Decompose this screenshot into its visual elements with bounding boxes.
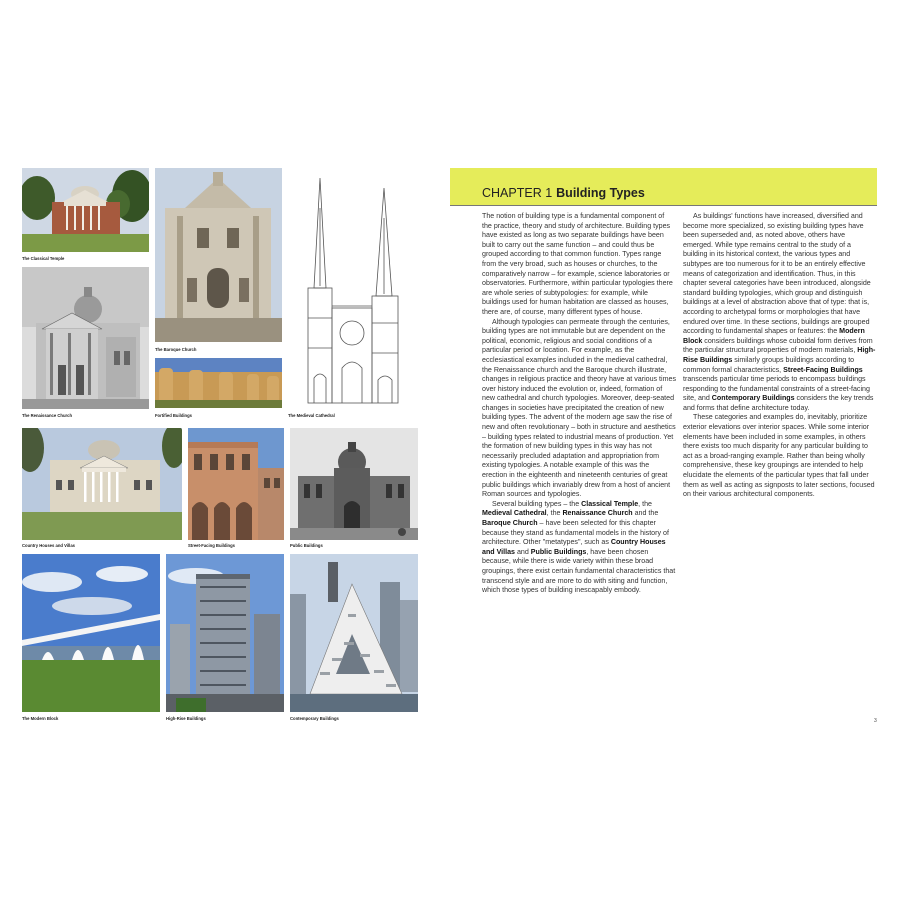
photo-public-buildings (290, 428, 418, 540)
photo-high-rise (166, 554, 284, 712)
caption-public-buildings: Public Buildings (290, 543, 323, 548)
photo-renaissance-church (22, 267, 149, 409)
chapter-title: Building Types (556, 186, 645, 200)
photo-classical-temple (22, 168, 149, 252)
photo-medieval-cathedral (288, 168, 418, 408)
caption-classical-temple: The Classical Temple (22, 256, 65, 261)
paragraph: Although typologies can permeate through the centuries, building types are not immutable but are dependent on the political, economic, religious and social conditions of a particular period or location. For example, as the ecclesiastical examples included in the medieval cathedral, the Renaissance church and the Baroque church illustrate, changes in religious practice and theory have at various times over history induced the evolution or, indeed, formation of new cathedral and church typologies. Moreover, deep-seated changes in societies have precipitated the creation of new building types. The advent of the modern age saw the rise of new and often revolutionary – both in structure and aesthetics – building types related to industrial means of production. Yet the formation of new building types in this way has not necessarily precluded adaptation and appropriation from existing typologies. A notable example of this was the erection in the eighteenth and nineteenth centuries of great public buildings which invariably drew from a host of ancient Roman sources and typologies. (482, 317, 677, 499)
photo-contemporary (290, 554, 418, 712)
banner-rule (450, 205, 877, 206)
photo-modern-block (22, 554, 160, 712)
chapter-heading (482, 186, 645, 200)
text-column-2 (683, 212, 877, 500)
caption-baroque-church: The Baroque Church (155, 347, 197, 352)
paragraph: Several building types – the Classical Temple, the Medieval Cathedral, the Renaissance Church and the Baroque Church – have been selected for this chapter because they stand as fundamental models in the history of architecture. Other "metatypes", such as Country Houses and Villas and Public Buildings, have been chosen because, while there is wide variety within these broad groupings, there exist certain fundamental characteristics that transcend style and are more to do with siting and function, which those types of building inescapably embody. (482, 499, 676, 595)
text-column-1 (482, 212, 676, 596)
caption-country-houses: Country Houses and Villas (22, 543, 75, 548)
caption-fortified-buildings: Fortified Buildings (155, 413, 192, 418)
caption-street-facing: Street-Facing Buildings (188, 543, 235, 548)
paragraph: As buildings' functions have increased, diversified and become more specialized, so existing building types have been superseded and, as noted above, others have emerged. While type remains central to the study of a building in its historical context, the various types and subtypes are too numerous for it to be an entirely effective means of categorization and identification. Thus, in this chapter several categories have been introduced, alongside standard building typologies, which group and distinguish buildings at a level of abstraction above that of type: that is, according to archetypal forms or morphologies that have endured over time. In these sections, buildings are grouped according to fundamental shapes or features: the Modern Block considers buildings whose cuboidal form derives from the particular structural properties of modern materials, High-Rise Buildings similarly groups buildings according to common formal characteristics, Street-Facing Buildings transcends particular time periods to encompass buildings responding to the fundamental constraints of a street-facing site, and Contemporary Buildings considers the key trends and forms that define architecture today. (683, 212, 876, 412)
page-number: 3 (874, 718, 877, 724)
photo-fortified-buildings (155, 358, 282, 408)
paragraph: The notion of building type is a fundamental component of the practice, theory and study of architecture. Building types have existed as long as two separate buildings have been built to carry out the same function – and could thus be grouped according to that common function. Types range from the very broad, such as houses or churches, to the comparatively narrow – for example, science laboratories or observatories. Furthermore, within particular typologies there are whole series of subtypologies: for example, while buildings used for human habitation are classed as houses, there are, of course, many different types of house. (482, 212, 673, 316)
photo-baroque-church (155, 168, 282, 342)
paragraph: These categories and examples do, inevitably, prioritize exterior elevations over interior spaces. While some interior elements have been included in some examples, in others there exists too much disparity for any particular building to act as a broad-ranging example. Rather than being wholly comprehensive, these key groupings are intended to help elucidate the elements of the particular types that fall under them as well as acting as signposts to later sections, focused on their various architectural components. (683, 413, 875, 499)
photo-country-houses (22, 428, 182, 540)
photo-street-facing (188, 428, 284, 540)
caption-high-rise: High-Rise Buildings (166, 716, 206, 721)
caption-medieval-cathedral: The Medieval Cathedral (288, 413, 335, 418)
chapter-number: CHAPTER 1 (482, 186, 553, 200)
caption-contemporary: Contemporary Buildings (290, 716, 339, 721)
caption-modern-block: The Modern Block (22, 716, 59, 721)
caption-renaissance-church: The Renaissance Church (22, 413, 73, 418)
